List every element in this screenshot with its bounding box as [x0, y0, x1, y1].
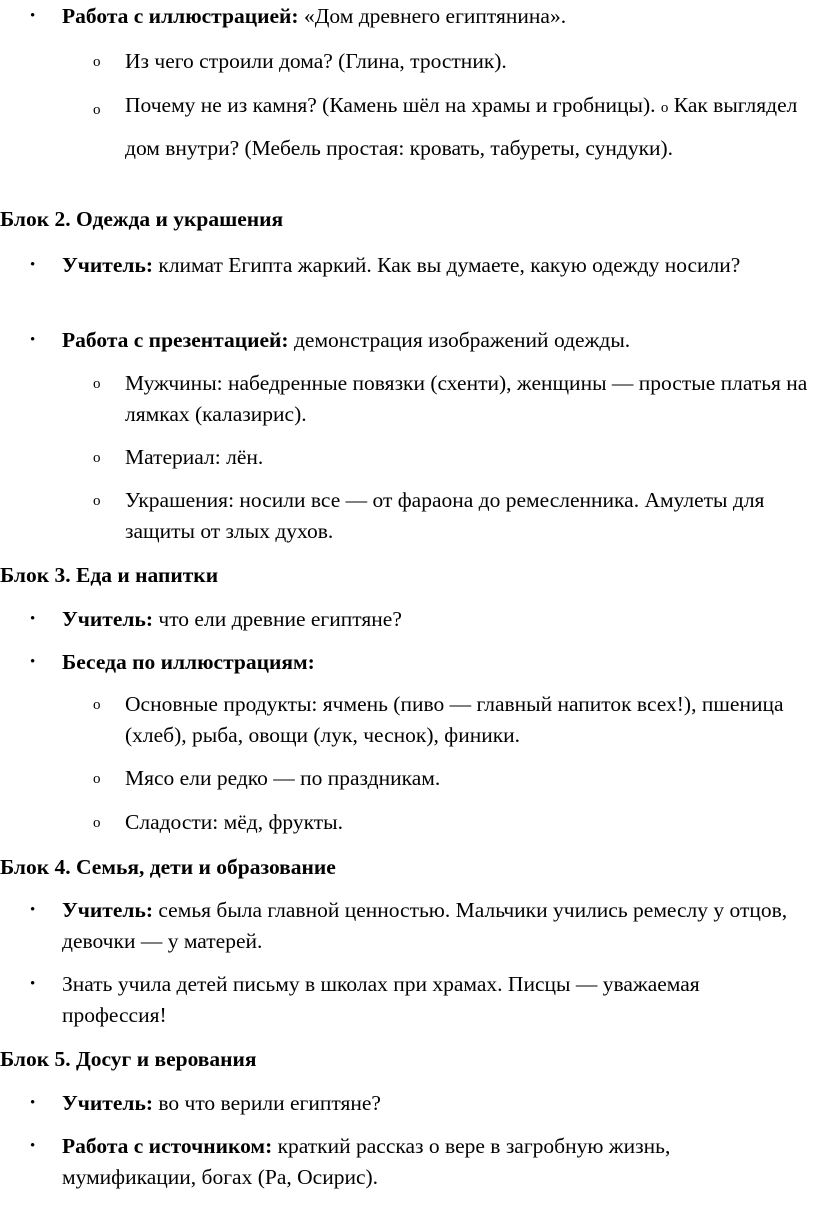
list-item	[30, 895, 806, 957]
sub-bullet: o	[93, 102, 101, 118]
item-label: Работа с источником:	[62, 1134, 273, 1158]
section-heading: Блок 2. Одежда и украшения	[0, 207, 284, 231]
item-label: Учитель:	[62, 898, 153, 922]
bullet: •	[30, 902, 36, 918]
item-text: семья была главной ценностью. Мальчики учились ремеслу у отцов, девочки — у матерей.	[62, 898, 788, 953]
item-label: Работа с иллюстрацией:	[62, 4, 299, 28]
sub-bullet: o	[93, 815, 101, 831]
item-label: Учитель:	[62, 607, 153, 631]
sub-item-text: Как выглядел дом внутри? (Мебель простая: кровать, табуреты, сундуки).	[125, 93, 798, 160]
item-label: Учитель:	[62, 253, 153, 277]
item-text: во что верили египтяне?	[153, 1091, 381, 1115]
list-item	[30, 604, 806, 635]
item-text: краткий рассказ о вере в загробную жизнь, мумификации, богах (Ра, Осирис).	[62, 1134, 671, 1189]
item-text: Знать учила детей письму в школах при храмах. Писцы — уважаемая профессия!	[62, 972, 700, 1027]
list-item	[30, 1, 806, 32]
sub-item-text: Почему не из камня? (Камень шёл на храмы и гробницы).	[125, 93, 661, 117]
list-item	[30, 325, 806, 356]
sub-bullet: o	[93, 450, 101, 466]
sub-bullet: o	[93, 493, 101, 509]
bullet: •	[30, 654, 36, 670]
sub-list-item	[93, 46, 808, 77]
list-item	[30, 647, 806, 678]
sub-bullet: o	[93, 54, 101, 70]
bullet: •	[30, 332, 36, 348]
bullet: •	[30, 257, 36, 273]
sub-item-text: Украшения: носили все — от фараона до ремесленника. Амулеты для защиты от злых духов.	[125, 488, 765, 543]
item-text: что ели древние египтяне?	[153, 607, 402, 631]
sub-list-item	[93, 807, 808, 838]
inline-sub-bullet: o	[660, 100, 669, 116]
sub-item-text: Сладости: мёд, фрукты.	[125, 810, 343, 834]
item-label: Беседа по иллюстрациям:	[62, 650, 315, 674]
bullet: •	[30, 1138, 36, 1154]
sub-item-text: Мясо ели редко — по праздникам.	[125, 766, 441, 790]
sub-list-item	[93, 689, 808, 751]
sub-bullet: o	[93, 771, 101, 787]
sub-list-item	[93, 485, 808, 547]
item-text: «Дом древнего египтянина».	[298, 4, 567, 28]
sub-list-item	[93, 85, 808, 168]
sub-list-item	[93, 442, 808, 473]
section-heading: Блок 5. Досуг и верования	[0, 1047, 257, 1071]
list-item	[30, 1088, 806, 1119]
sub-item-text: Мужчины: набедренные повязки (схенти), женщины — простые платья на лямках (калазирис).	[125, 371, 808, 426]
item-label: Учитель:	[62, 1091, 153, 1115]
section-heading: Блок 3. Еда и напитки	[0, 563, 219, 587]
section-heading: Блок 4. Семья, дети и образование	[0, 855, 336, 879]
sub-item-text: Материал: лён.	[125, 445, 264, 469]
item-text: демонстрация изображений одежды.	[288, 328, 631, 352]
sub-list-item	[93, 368, 808, 430]
list-item	[30, 1131, 806, 1193]
bullet: •	[30, 611, 36, 627]
list-item	[30, 969, 806, 1031]
sub-bullet: o	[93, 376, 101, 392]
item-text: климат Египта жаркий. Как вы думаете, какую одежду носили?	[153, 253, 741, 277]
sub-list-item	[93, 763, 808, 794]
item-label: Работа с презентацией:	[62, 328, 289, 352]
sub-item-text: Из чего строили дома? (Глина, тростник).	[125, 49, 507, 73]
bullet: •	[30, 976, 36, 992]
sub-bullet: o	[93, 697, 101, 713]
bullet: •	[30, 8, 36, 24]
bullet: •	[30, 1095, 36, 1111]
sub-item-text: Основные продукты: ячмень (пиво — главный напиток всех!), пшеница (хлеб), рыба, овощи (лук, чеснок), финики.	[125, 692, 784, 747]
list-item	[30, 250, 806, 281]
